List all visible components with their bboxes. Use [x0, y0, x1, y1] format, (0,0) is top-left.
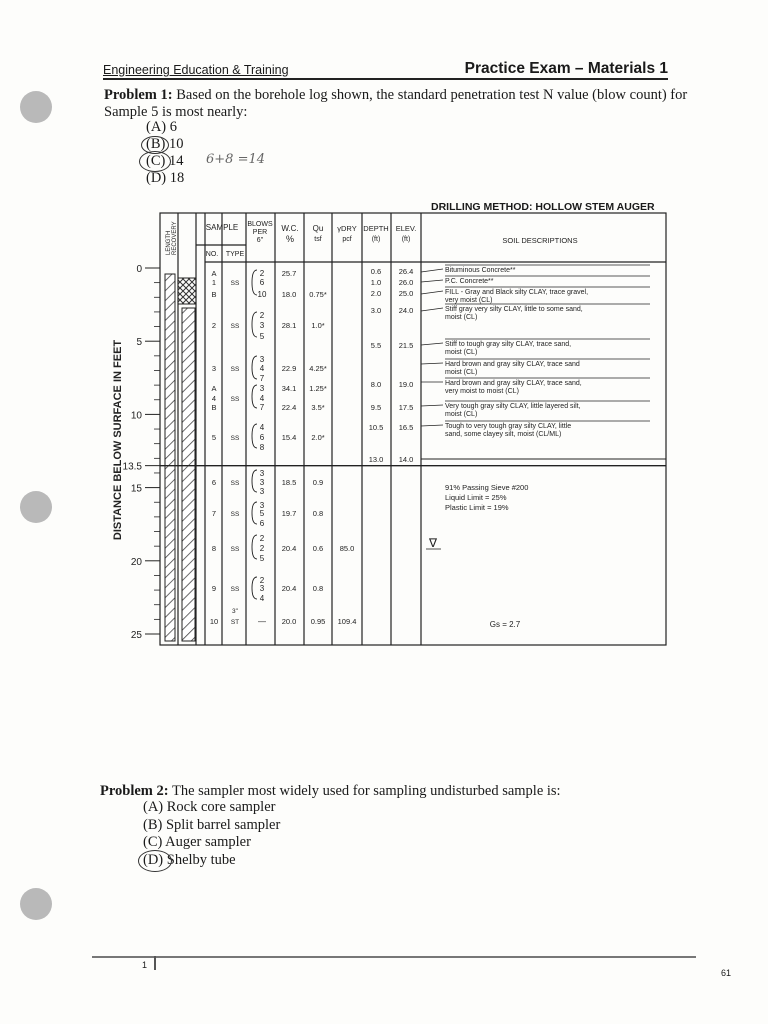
header-dry-unit: pcf — [342, 236, 352, 243]
sample-dry: 109.4 — [337, 617, 357, 626]
stratum-leader — [421, 405, 443, 406]
stratum-description-cont: moist (CL) — [445, 369, 478, 376]
sample-no: 6 — [211, 478, 217, 487]
blow-brace — [252, 270, 257, 295]
sample-no: 10 — [209, 617, 219, 626]
depth-axis-label: DISTANCE BELOW SURFACE IN FEET — [112, 339, 124, 541]
footer-page-right: 61 — [721, 968, 732, 978]
problem-2-option-c[interactable]: (C) Auger sampler — [143, 834, 251, 850]
header-per: PER — [252, 229, 268, 236]
sample-bar-column — [182, 308, 195, 641]
sample-qu: 0.6 — [312, 544, 324, 553]
sample-qu: 4.25* — [309, 364, 327, 373]
problem-1-question: Based on the borehole log shown, the standard penetration test N value (blow count) for — [176, 87, 688, 103]
sample-no: 1 — [211, 278, 217, 287]
header-wc: W.C. — [281, 224, 299, 233]
sample-blows: 6 — [259, 433, 265, 442]
stratum-depth: 5.5 — [370, 341, 382, 350]
header-exam-title: Practice Exam – Materials 1 — [464, 60, 668, 77]
header-dry: γDRY — [337, 224, 357, 233]
stratum-elev: 14.0 — [398, 455, 414, 464]
sample-wc: 20.4 — [281, 544, 297, 553]
problem-2-option-a[interactable]: (A) Rock core sampler — [143, 799, 276, 815]
sample-wc: 18.5 — [281, 478, 297, 487]
sample-blows: 5 — [259, 509, 265, 518]
sample-blows: 3 — [259, 478, 265, 487]
header-soil: SOIL DESCRIPTIONS — [502, 236, 578, 245]
specific-gravity: Gs = 2.7 — [489, 620, 521, 629]
sample-type: SS — [230, 546, 240, 553]
stratum-description-cont: moist (CL) — [445, 349, 478, 356]
problem-1-question-cont: Sample 5 is most nearly: — [104, 104, 248, 120]
depth-tick-label: 5 — [136, 337, 142, 349]
sample-no: 4 — [211, 394, 217, 403]
sample-blows: 10 — [257, 290, 267, 299]
stratum-description-cont: sand, some clayey silt, moist (CL/ML) — [445, 431, 562, 438]
header-elev: ELEV. — [395, 224, 417, 233]
stratum-leader — [421, 291, 443, 294]
handwritten-note: 6+8 =14 — [206, 152, 266, 167]
header-length: LENGTH — [166, 230, 172, 255]
sample-no: 7 — [211, 509, 217, 518]
stratum-elev: 26.0 — [398, 278, 414, 287]
stratum-description: Hard brown and gray silty CLAY, trace sand, — [445, 380, 582, 387]
stratum-elev: 17.5 — [398, 403, 414, 412]
sample-blows: 3 — [259, 501, 265, 510]
problem-2-question: The sampler most widely used for sampling undisturbed sample is: — [171, 783, 561, 799]
sample-blows: 4 — [259, 364, 265, 373]
blow-brace — [252, 577, 257, 599]
sample-no: 3 — [211, 364, 217, 373]
stratum-elev: 16.5 — [398, 423, 414, 432]
sample-wc: 22.9 — [281, 364, 297, 373]
recovery-column — [165, 274, 175, 641]
sample-type: SS — [230, 435, 240, 442]
blow-brace — [252, 502, 257, 524]
sample-dry: 85.0 — [339, 544, 355, 553]
sample-blows: 4 — [259, 594, 265, 603]
sample-blows: 2 — [259, 269, 265, 278]
sample-blows: — — [258, 617, 266, 626]
stratum-description-cont: moist (CL) — [445, 411, 478, 418]
problem-2-label: Problem 2: — [100, 783, 169, 799]
header-org: Engineering Education & Training — [103, 63, 289, 77]
stratum-description: Bituminous Concrete** — [445, 267, 516, 274]
sample-blows: 6 — [259, 278, 265, 287]
drilling-method: DRILLING METHOD: HOLLOW STEM AUGER — [431, 201, 655, 213]
sample-wc: 19.7 — [281, 509, 297, 518]
sample-qu: 3.5* — [311, 403, 325, 412]
stratum-depth: 13.0 — [368, 455, 384, 464]
stratum-depth: 8.0 — [370, 380, 382, 389]
stratum-leader — [421, 280, 443, 282]
sample-wc: 20.0 — [281, 617, 297, 626]
answer-circle-d — [138, 850, 172, 872]
concrete-symbol — [178, 278, 196, 304]
sample-blows: 3 — [259, 321, 265, 330]
sample-blows: 3 — [259, 469, 265, 478]
header-depth: DEPTH — [363, 224, 389, 233]
sample-no: A — [211, 384, 217, 393]
sample-blows: 7 — [259, 374, 265, 383]
stratum-depth: 1.0 — [370, 278, 382, 287]
depth-tick-label: 15 — [130, 483, 142, 495]
binder-hole-bottom — [20, 888, 52, 920]
stratum-leader — [421, 425, 443, 426]
blow-brace — [252, 312, 257, 337]
stratum-depth: 3.0 — [370, 306, 382, 315]
sample-blows: 7 — [259, 403, 265, 412]
test-note: Liquid Limit = 25% — [445, 493, 507, 502]
sample-blows: 4 — [259, 394, 265, 403]
sample-no: B — [211, 290, 217, 299]
sample-type: SS — [230, 511, 240, 518]
header-blows: BLOWS — [247, 221, 273, 228]
sample-wc: 25.7 — [281, 269, 297, 278]
sample-no: 5 — [211, 433, 217, 442]
depth-tick-label: 13.5 — [122, 461, 142, 473]
problem-1-option-c[interactable]: (C) 14 — [146, 153, 184, 169]
sample-type: SS — [230, 480, 240, 487]
sample-blows: 3 — [259, 355, 265, 364]
sample-qu: 0.95 — [310, 617, 326, 626]
sample-qu: 1.0* — [311, 321, 325, 330]
header-recovery: RECOVERY — [172, 221, 178, 255]
problem-2-option-d[interactable]: (D) Shelby tube — [143, 852, 236, 868]
header-elev-unit: (ft) — [401, 236, 411, 243]
sample-qu: 2.0* — [311, 433, 325, 442]
blow-brace — [252, 385, 257, 408]
problem-1-label: Problem 1: — [104, 87, 173, 103]
sample-blows: 3 — [259, 584, 265, 593]
blow-brace — [252, 424, 257, 448]
sample-qu: 0.8 — [312, 509, 324, 518]
depth-tick-label: 20 — [130, 556, 142, 568]
header-inch: 6" — [256, 237, 264, 244]
stratum-depth: 10.5 — [368, 423, 384, 432]
test-note: 91% Passing Sieve #200 — [445, 483, 529, 492]
sample-blows: 4 — [259, 423, 265, 432]
sample-blows: 8 — [259, 443, 265, 452]
sample-qu: 0.8 — [312, 584, 324, 593]
footer-page-left: 1 — [142, 960, 148, 970]
header-type: TYPE — [225, 251, 245, 258]
blow-brace — [252, 470, 257, 492]
test-note: Plastic Limit = 19% — [445, 503, 509, 512]
depth-tick-label: 0 — [136, 264, 142, 275]
water-table-icon: ∇ — [428, 536, 438, 550]
sample-blows: 5 — [259, 332, 265, 341]
stratum-leader — [421, 343, 443, 345]
stratum-description: Very tough gray silty CLAY, little layered silt, — [445, 403, 581, 410]
problem-1-option-b[interactable]: (B) 10 — [146, 136, 184, 152]
sample-no: B — [211, 403, 217, 412]
blow-brace — [252, 535, 257, 559]
sample-wc: 20.4 — [281, 584, 297, 593]
footer-rule — [92, 956, 696, 958]
stratum-elev: 19.0 — [398, 380, 414, 389]
sample-wc: 15.4 — [281, 433, 297, 442]
blow-brace — [252, 356, 257, 379]
stratum-leader — [421, 308, 443, 311]
sample-blows: 6 — [259, 519, 265, 528]
stratum-leader — [421, 363, 443, 364]
sample-qu: 1.25* — [309, 384, 327, 393]
problem-1-option-d[interactable]: (D) 18 — [146, 170, 185, 186]
sample-qu: 0.9 — [312, 478, 324, 487]
sample-type: SS — [230, 323, 240, 330]
header-qu-unit: tsf — [314, 236, 322, 243]
stratum-depth: 2.0 — [370, 289, 382, 298]
stratum-depth: 9.5 — [370, 403, 382, 412]
sample-wc: 28.1 — [281, 321, 297, 330]
sample-type: SS — [230, 366, 240, 373]
sample-type: SS — [230, 396, 240, 403]
problem-2-text — [100, 783, 690, 800]
sample-blows: 5 — [259, 554, 265, 563]
sample-wc: 22.4 — [281, 403, 297, 412]
footer-tick — [154, 956, 156, 970]
sample-type: SS — [230, 586, 240, 593]
header-depth-unit: (ft) — [371, 236, 381, 243]
sample-no: 8 — [211, 544, 217, 553]
stratum-elev: 24.0 — [398, 306, 414, 315]
stratum-description: Hard brown and gray silty CLAY, trace sand — [445, 361, 580, 368]
stratum-description: FILL - Gray and Black silty CLAY, trace gravel, — [445, 289, 589, 296]
stratum-elev: 21.5 — [398, 341, 414, 350]
header-no: NO. — [205, 251, 219, 258]
sample-blows: 3 — [259, 384, 265, 393]
stratum-description: Stiff to tough gray silty CLAY, trace sand, — [445, 341, 572, 348]
sample-blows: 2 — [259, 534, 265, 543]
problem-2-option-b[interactable]: (B) Split barrel sampler — [143, 817, 281, 833]
header-sample: SAMPLE — [205, 223, 239, 232]
sample-type: SS — [230, 280, 240, 287]
header-qu: Qu — [312, 224, 324, 233]
stratum-description: Stiff gray very silty CLAY, little to some sand, — [445, 306, 583, 313]
stratum-description: P.C. Concrete** — [445, 278, 494, 285]
stratum-elev: 25.0 — [398, 289, 414, 298]
stratum-description: Tough to very tough gray silty CLAY, little — [445, 423, 572, 430]
sample-no: 2 — [211, 321, 217, 330]
stratum-elev: 26.4 — [398, 267, 414, 276]
depth-tick-label: 10 — [130, 410, 142, 422]
sample-blows: 2 — [259, 544, 265, 553]
sample-wc: 18.0 — [281, 290, 297, 299]
sample-blows: 3 — [259, 487, 265, 496]
sample-wc: 34.1 — [281, 384, 297, 393]
stratum-leader — [421, 269, 443, 272]
stratum-depth: 0.6 — [370, 267, 382, 276]
stratum-description-cont: very moist to moist (CL) — [445, 388, 519, 395]
header-wc-unit: % — [285, 234, 295, 244]
depth-tick-label: 25 — [130, 630, 142, 641]
stratum-description-cont: very moist (CL) — [445, 297, 493, 304]
sample-blows: 2 — [259, 576, 265, 585]
sample-no: A — [211, 269, 217, 278]
problem-1-option-a[interactable]: (A) 6 — [146, 119, 178, 135]
sample-no: 9 — [211, 584, 217, 593]
stratum-description-cont: moist (CL) — [445, 314, 478, 321]
sample-type: 3" — [232, 608, 238, 615]
sample-type: ST — [230, 619, 240, 626]
sample-qu: 0.75* — [309, 290, 327, 299]
sample-blows: 2 — [259, 311, 265, 320]
